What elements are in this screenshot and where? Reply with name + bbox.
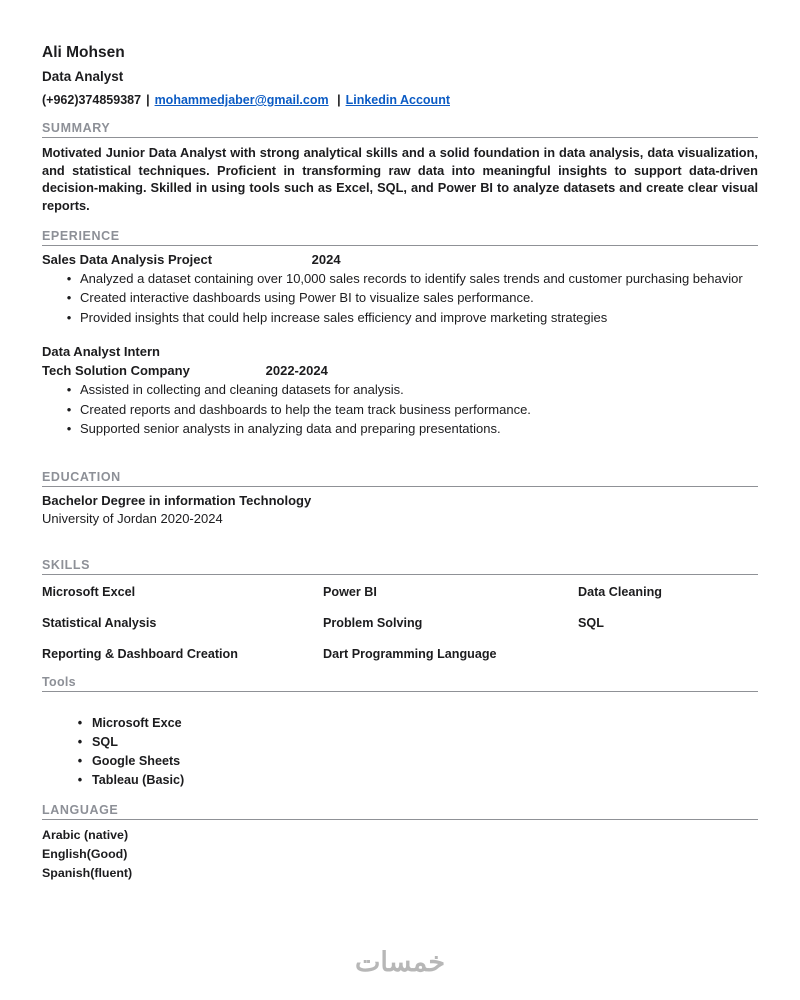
experience-bullet-list — [42, 270, 758, 327]
linkedin-link[interactable]: Linkedin Account — [345, 93, 450, 107]
list-item — [42, 309, 758, 327]
bullet-marker: • — [66, 401, 72, 417]
bullet-marker: • — [77, 772, 83, 787]
bullet-text: Provided insights that could help increase sales efficiency and improve marketing strategies — [80, 309, 608, 325]
bullet-marker: • — [77, 734, 83, 749]
list-item — [42, 401, 758, 419]
experience-entry-company — [42, 363, 758, 378]
list-item — [42, 270, 758, 288]
skill-item: Statistical Analysis — [42, 615, 157, 630]
experience-entry-title — [42, 344, 758, 359]
section-divider — [42, 691, 758, 692]
section-heading-education: EDUCATION — [42, 469, 121, 484]
skill-item — [578, 647, 758, 661]
experience-date: 2022-2024 — [265, 363, 328, 379]
section-divider — [42, 574, 758, 575]
bullet-marker: • — [66, 382, 72, 398]
khamsat-watermark: خمسات — [354, 947, 446, 977]
education-school: University of Jordan — [42, 510, 157, 526]
experience-company: Tech Solution Company — [42, 363, 190, 379]
section-heading-summary: SUMMARY — [42, 121, 111, 135]
section-divider — [42, 819, 758, 820]
list-item — [42, 714, 758, 733]
list-item — [42, 420, 758, 438]
language-item: Arabic (native) — [42, 828, 129, 843]
contact-separator: | — [337, 93, 341, 107]
section-heading-tools: Tools — [42, 674, 76, 689]
experience-title: Data Analyst Intern — [42, 344, 160, 360]
tool-text: SQL — [92, 734, 118, 749]
summary-text: Motivated Junior Data Analyst with strong analytical skills and a solid foundation in data analysis, data visualization, and statistical techniques. Proficient in transforming raw data into meaningful insights to support data-driven decision-making. Skilled in using tools such as Excel, SQL, and Power BI to analyze datasets and create clear visual reports. — [42, 145, 758, 213]
education-date: 2020-2024 — [160, 510, 223, 526]
person-job-title: Data Analyst — [42, 69, 124, 84]
section-divider — [42, 137, 758, 138]
bullet-text: Supported senior analysts in analyzing data and preparing presentations. — [80, 421, 501, 437]
bullet-marker: • — [66, 421, 72, 437]
skill-item: Reporting & Dashboard Creation — [42, 646, 238, 661]
contact-line — [42, 93, 758, 107]
phone-number: (+962)374859387 — [42, 93, 142, 107]
section-heading-skills: SKILLS — [42, 557, 91, 572]
skill-item: Problem Solving — [323, 615, 423, 630]
experience-title: Sales Data Analysis Project — [42, 251, 213, 267]
bullet-marker: • — [66, 290, 72, 306]
language-item: English(Good) — [42, 847, 128, 862]
tool-text: Tableau (Basic) — [92, 772, 185, 787]
list-item — [42, 771, 758, 790]
skills-grid — [42, 585, 758, 661]
skill-item: Dart Programming Language — [323, 646, 497, 661]
tool-text: Microsoft Exce — [92, 715, 182, 730]
education-school-row — [42, 511, 758, 526]
skill-item: SQL — [578, 615, 604, 630]
person-name: Ali Mohsen — [42, 44, 125, 61]
bullet-marker: • — [66, 309, 72, 325]
bullet-text: Analyzed a dataset containing over 10,000 sales records to identify sales trends and customer purchasing behavior — [80, 270, 743, 286]
tool-text: Google Sheets — [92, 753, 181, 768]
language-item: Spanish(fluent) — [42, 865, 133, 880]
skill-item: Power BI — [323, 584, 377, 599]
list-item — [42, 381, 758, 399]
skill-item: Microsoft Excel — [42, 584, 136, 599]
experience-entry-title — [42, 252, 758, 267]
list-item — [42, 752, 758, 771]
bullet-marker: • — [77, 753, 83, 768]
education-degree: Bachelor Degree in information Technology — [42, 492, 312, 508]
contact-separator: | — [146, 93, 150, 107]
section-heading-language: LANGUAGE — [42, 803, 119, 818]
list-item — [42, 289, 758, 307]
bullet-marker: • — [77, 715, 83, 730]
bullet-text: Created interactive dashboards using Power BI to visualize sales performance. — [80, 290, 534, 306]
section-divider — [42, 486, 758, 487]
skill-item: Data Cleaning — [578, 584, 662, 599]
section-divider — [42, 245, 758, 246]
list-item — [42, 733, 758, 752]
email-link[interactable]: mohammedjaber@gmail.com — [154, 93, 329, 107]
tools-list — [42, 714, 758, 790]
section-heading-experience: EPERIENCE — [42, 228, 120, 243]
bullet-text: Created reports and dashboards to help the team track business performance. — [80, 401, 531, 417]
bullet-marker: • — [66, 270, 72, 286]
experience-bullet-list — [42, 381, 758, 438]
bullet-text: Assisted in collecting and cleaning datasets for analysis. — [80, 382, 404, 398]
experience-date: 2024 — [311, 251, 341, 267]
